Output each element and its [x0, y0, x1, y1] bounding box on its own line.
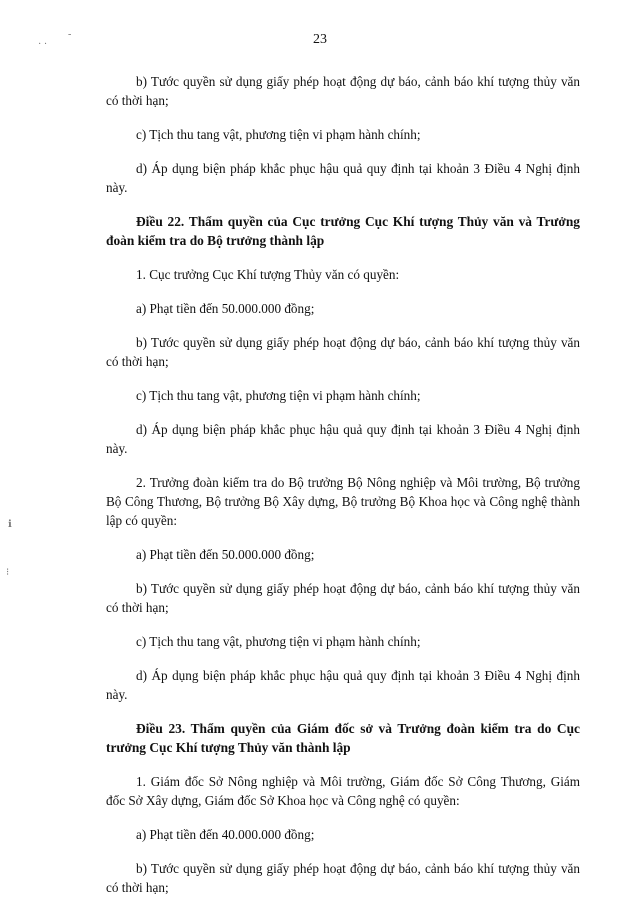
scan-mark: ℹ: [8, 519, 12, 530]
paragraph: b) Tước quyền sử dụng giấy phép hoạt động dự báo, cảnh báo khí tượng thủy văn có thời hạn;: [106, 581, 580, 615]
paragraph: c) Tịch thu tang vật, phương tiện vi phạm hành chính;: [136, 388, 421, 403]
scan-mark: · ·: [38, 39, 48, 50]
scan-mark: ⁝: [6, 567, 10, 578]
document-body: [106, 72, 580, 912]
scan-mark: -: [68, 29, 72, 40]
paragraph: d) Áp dụng biện pháp khắc phục hậu quả quy định tại khoản 3 Điều 4 Nghị định này.: [106, 668, 580, 702]
paragraph: 2. Trưởng đoàn kiểm tra do Bộ trưởng Bộ Nông nghiệp và Môi trường, Bộ trưởng Bộ Công Thương, Bộ trưởng Bộ Xây dựng, Bộ trưởng Bộ Khoa học và Công nghệ thành lập có quyền:: [106, 475, 580, 528]
paragraph: d) Áp dụng biện pháp khắc phục hậu quả quy định tại khoản 3 Điều 4 Nghị định này.: [106, 422, 580, 456]
paragraph: d) Áp dụng biện pháp khắc phục hậu quả quy định tại khoản 3 Điều 4 Nghị định này.: [106, 161, 580, 195]
paragraph: b) Tước quyền sử dụng giấy phép hoạt động dự báo, cảnh báo khí tượng thủy văn có thời hạn;: [106, 74, 580, 108]
paragraph: a) Phạt tiền đến 50.000.000 đồng;: [136, 301, 315, 316]
article-heading: Điều 22. Thẩm quyền của Cục trưởng Cục Khí tượng Thủy văn và Trưởng đoàn kiểm tra do Bộ trưởng thành lập: [106, 214, 580, 248]
paragraph: b) Tước quyền sử dụng giấy phép hoạt động dự báo, cảnh báo khí tượng thủy văn có thời hạn;: [106, 861, 580, 895]
paragraph: a) Phạt tiền đến 40.000.000 đồng;: [136, 827, 315, 842]
paragraph: a) Phạt tiền đến 50.000.000 đồng;: [136, 547, 315, 562]
article-heading: Điều 23. Thẩm quyền của Giám đốc sở và Trưởng đoàn kiểm tra do Cục trưởng Cục Khí tượng Thủy văn thành lập: [106, 721, 580, 755]
paragraph: 1. Cục trưởng Cục Khí tượng Thủy văn có quyền:: [136, 267, 400, 282]
paragraph: c) Tịch thu tang vật, phương tiện vi phạm hành chính;: [136, 634, 421, 649]
paragraph: c) Tịch thu tang vật, phương tiện vi phạm hành chính;: [136, 127, 421, 142]
paragraph: 1. Giám đốc Sở Nông nghiệp và Môi trường, Giám đốc Sở Công Thương, Giám đốc Sở Xây dựng, Giám đốc Sở Khoa học và Công nghệ có quyền:: [106, 774, 580, 808]
paragraph: b) Tước quyền sử dụng giấy phép hoạt động dự báo, cảnh báo khí tượng thủy văn có thời hạn;: [106, 335, 580, 369]
page-number: 23: [313, 32, 327, 47]
